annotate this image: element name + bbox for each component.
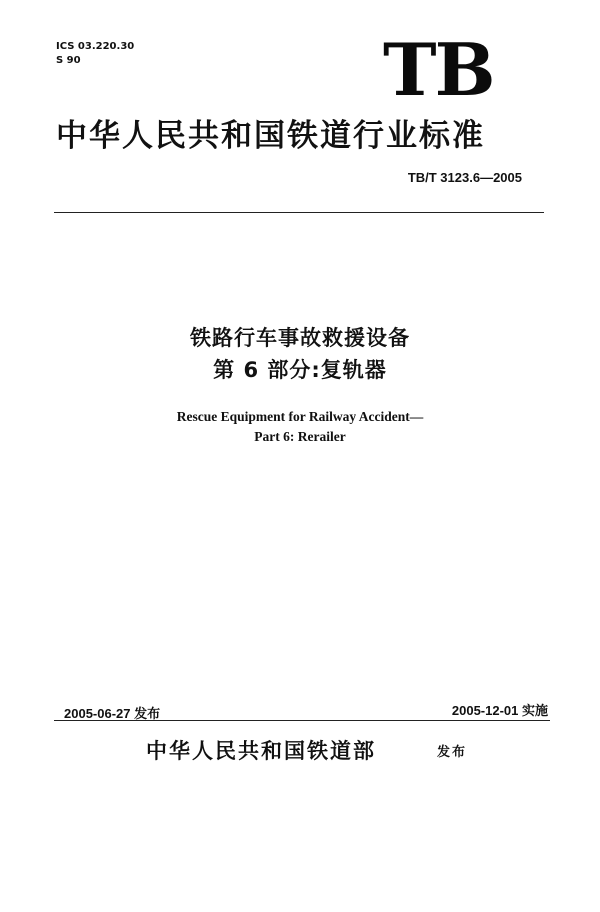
header-divider [54,212,544,213]
title-en-line2: Part 6: Rerailer [254,429,346,444]
title-en-line1: Rescue Equipment for Railway Accident— [176,409,424,424]
issuer-name: 中华人民共和国铁道部 [146,739,376,763]
tb-logo: TB [383,27,494,112]
title-cn-line2: 第 6 部分:复轨器 [213,358,387,382]
issuer-suffix: 发布 [437,745,468,760]
standard-category-title: 中华人民共和国铁道行业标准 [56,118,485,154]
footer-divider [54,720,550,721]
ccs-code: S 90 [56,55,81,66]
ics-code: ICS 03.220.30 [56,41,135,52]
classification-codes [56,40,134,68]
title-cn-line1: 铁路行车事故救援设备 [190,326,410,350]
standard-number: TB/T 3123.6—2005 [407,170,522,185]
issue-date: 2005-06-27 发布 [64,706,161,721]
implementation-date: 2005-12-01 实施 [451,703,548,718]
